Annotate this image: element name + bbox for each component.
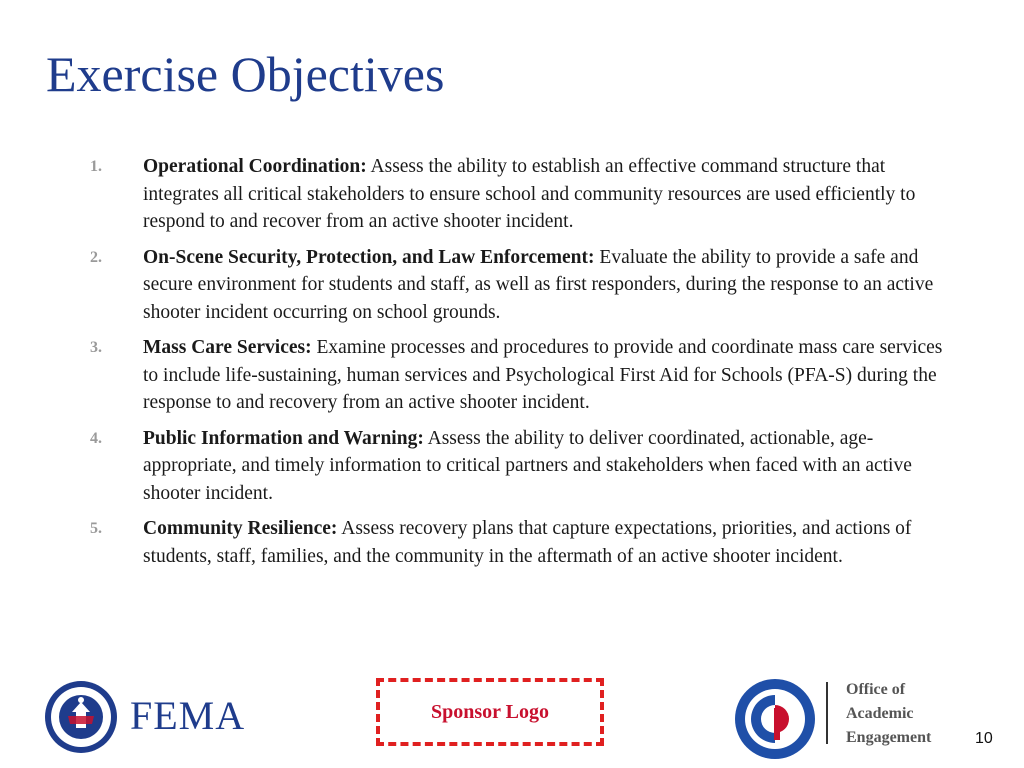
objective-number: 4. (90, 429, 102, 447)
objective-number: 5. (90, 520, 102, 537)
objective-item-1 (90, 153, 970, 236)
sponsor-logo-label: Sponsor Logo (430, 700, 549, 723)
objective-label: Operational Coordination: (143, 156, 367, 177)
objective-number: 2. (90, 248, 102, 266)
objective-description: Examine processes and procedures to provide and coordinate mass care services to include life-sustaining, human services and Psychological First Aid for Schools (PFA-S) during the response to and recovery from an active shooter incident. (143, 337, 943, 413)
objective-item-3 (90, 334, 970, 417)
objective-item-2 (90, 244, 970, 327)
school-resilience-logo-icon (734, 678, 816, 760)
logo-divider (826, 682, 828, 744)
objective-label: Public Information and Warning: (143, 427, 424, 449)
objective-description: Evaluate the ability to provide a safe and secure environment for students and staff, as well as first responders, during the response to an active shooter incident occurring on school grounds. (143, 246, 934, 323)
slide-title: Exercise Objectives (46, 46, 445, 102)
objective-number: 1. (90, 158, 102, 175)
page-number: 10 (975, 730, 993, 747)
objective-label: Community Resilience: (143, 518, 338, 539)
objective-description: Assess recovery plans that capture expectations, priorities, and actions of students, staff, families, and the community in the aftermath of an active shooter incident. (143, 518, 912, 567)
dhs-seal-icon (44, 680, 118, 754)
fema-wordmark: FEMA (130, 693, 246, 738)
objective-number: 3. (90, 339, 102, 356)
objective-description: Assess the ability to establish an effective command structure that integrates all critical stakeholders to ensure school and community resources are used efficiently to respond to and recover from an active shooter incident. (143, 156, 916, 232)
objective-label: Mass Care Services: (143, 337, 312, 358)
objective-description: Assess the ability to deliver coordinated, actionable, age-appropriate, and timely information to critical partners and stakeholders when faced with an active shooter incident. (143, 427, 912, 504)
sponsor-logo-placeholder (376, 678, 604, 746)
objective-label: On-Scene Security, Protection, and Law Enforcement: (143, 246, 595, 268)
objectives-list (90, 153, 970, 578)
slide-footer (0, 672, 1024, 768)
objective-item-4 (90, 425, 970, 508)
objective-item-5 (90, 515, 970, 570)
office-wordmark: Office of Academic Engagement (846, 681, 932, 746)
